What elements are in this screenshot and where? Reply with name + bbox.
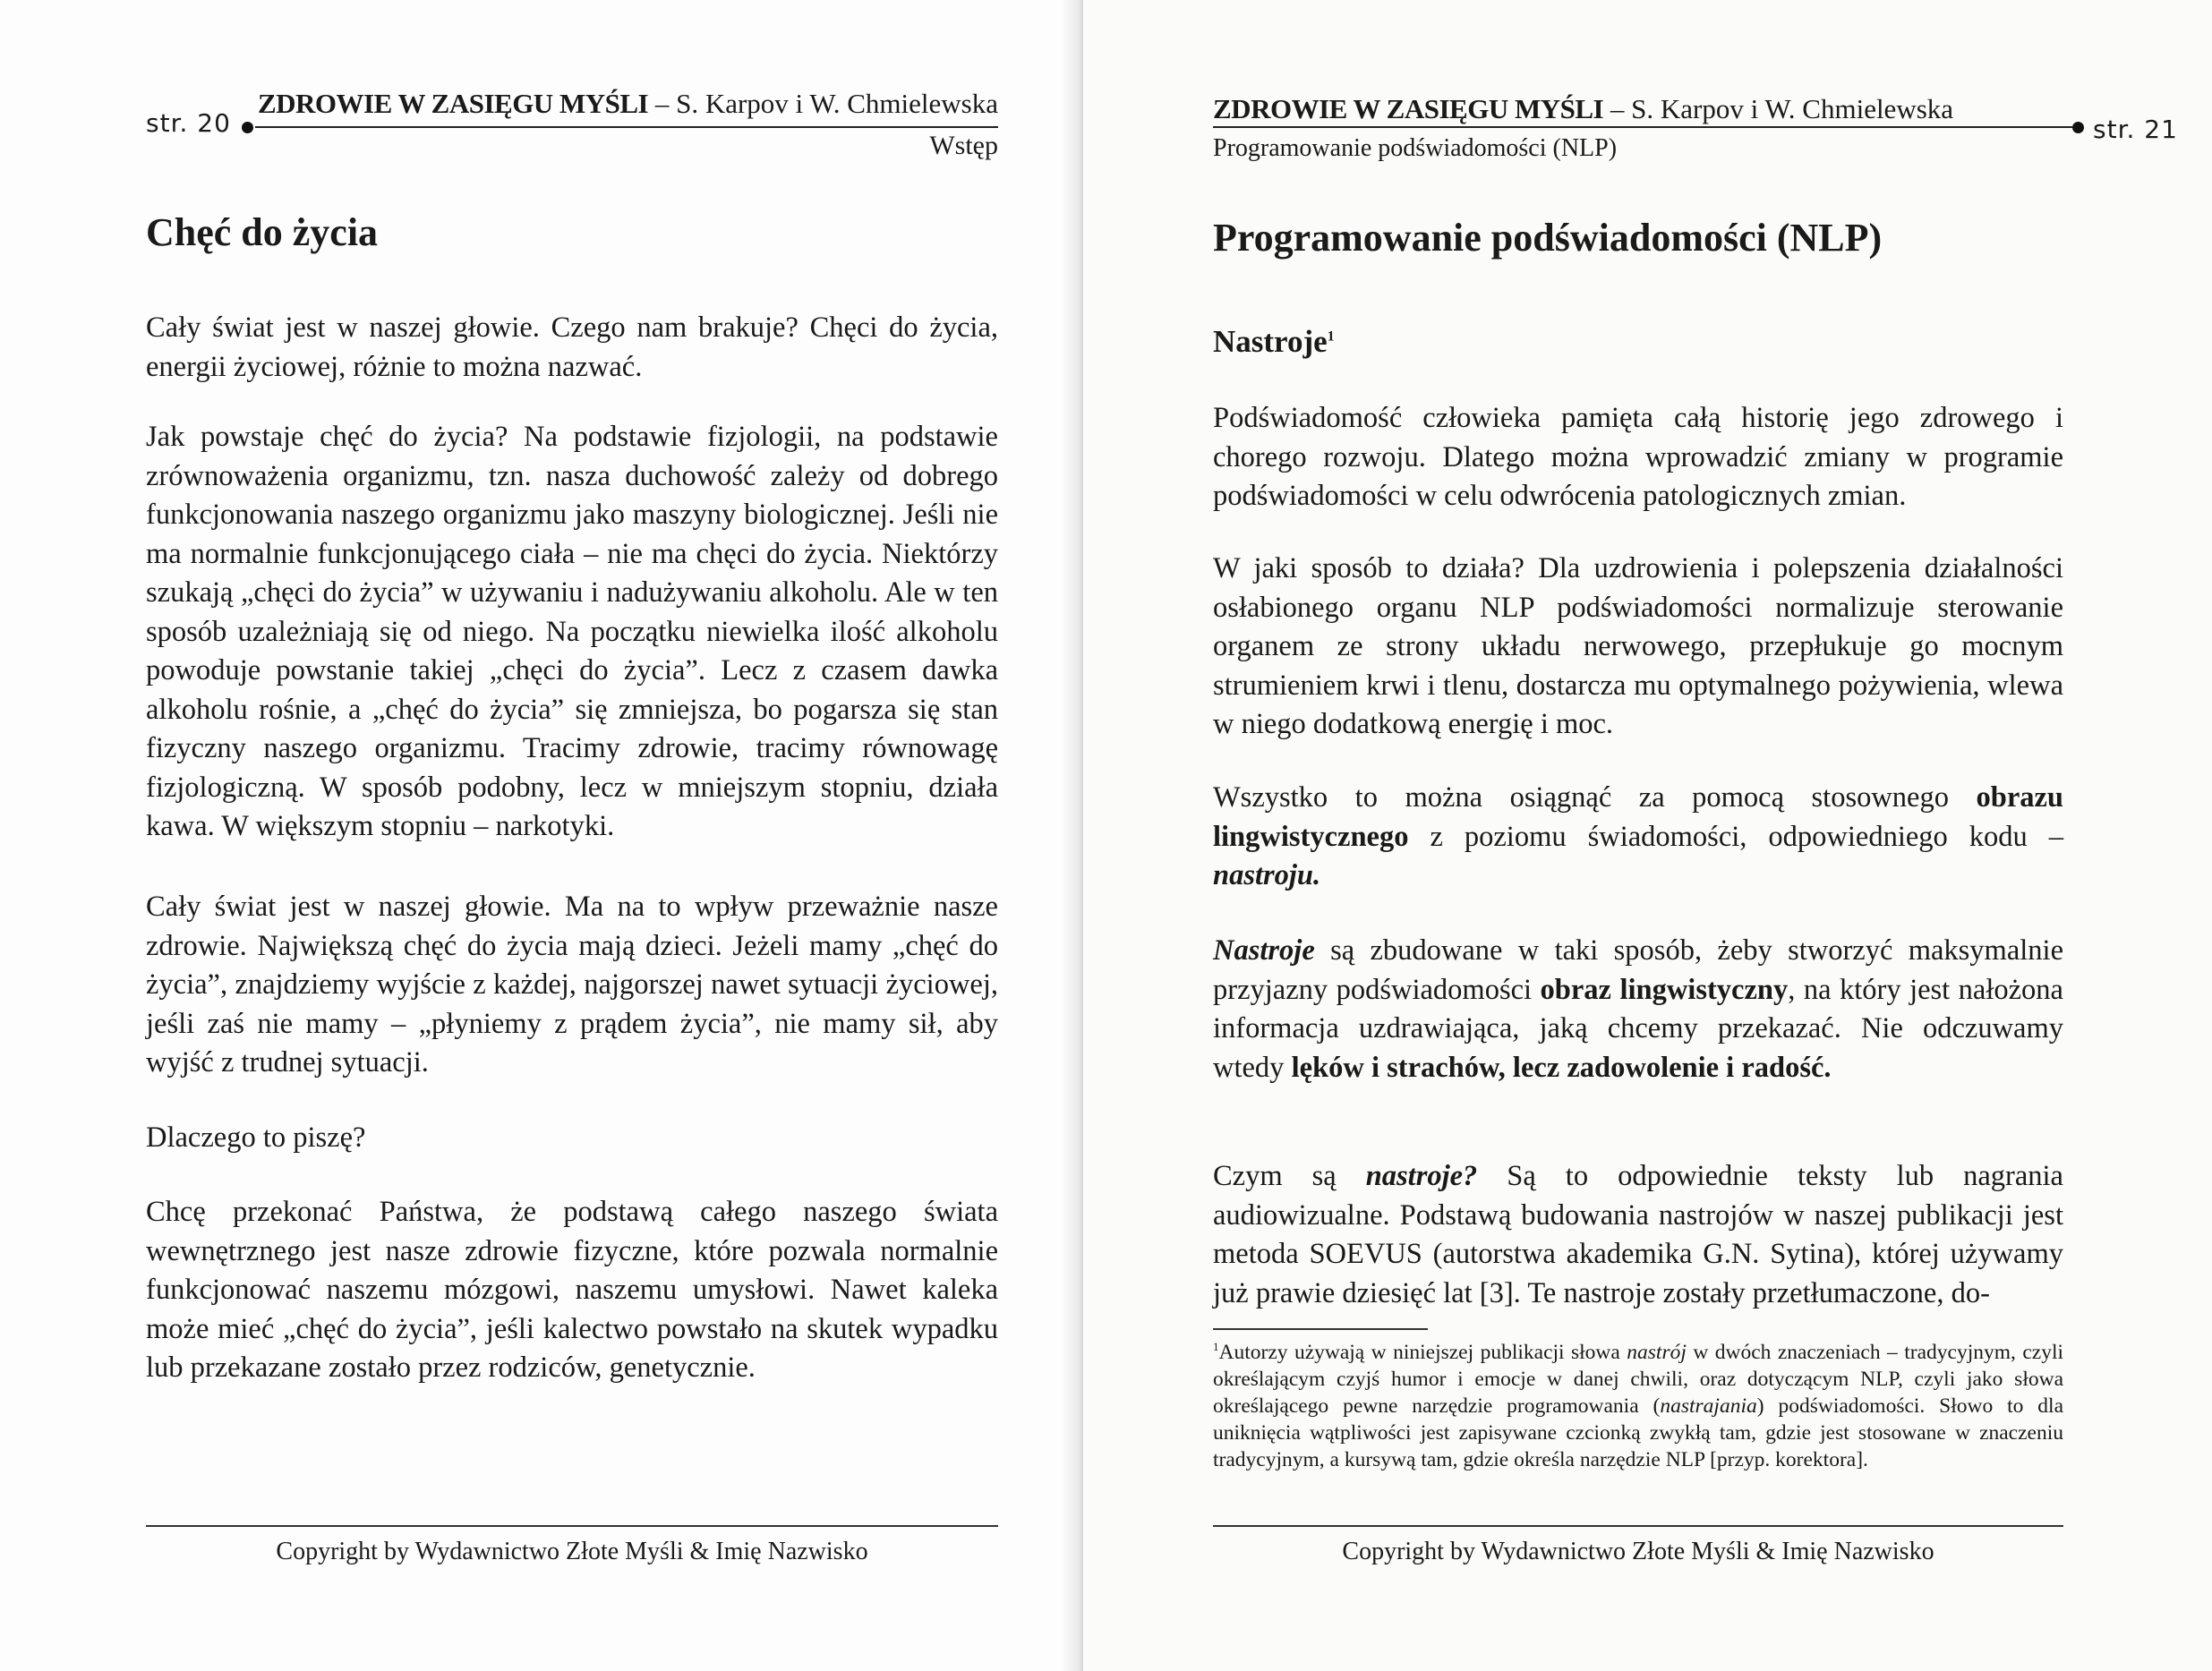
book-authors: – S. Karpov i W. Chmielewska xyxy=(648,88,998,119)
page-number: str. 21 xyxy=(2093,115,2178,144)
paragraph: Dlaczego to piszę? xyxy=(146,1121,366,1154)
footnote-rule xyxy=(1213,1328,1428,1330)
bullet-dot xyxy=(242,122,253,133)
running-head xyxy=(258,88,998,120)
italic-text: nastrój xyxy=(1627,1340,1687,1364)
bullet-dot xyxy=(2072,122,2084,133)
paragraph: Chcę przekonać Państwa, że podstawą całego naszego świata wewnętrznego jest nasze zdrowie fizyczne, które pozwala normalnie funkcjonować naszemu mózgowi, naszemu umysłowi. Nawet kaleka może mieć „chęć do życia”, jeśli kalectwo powstało na skutek wypadku lub przekazane zostało przez rodziców, genetycznie. xyxy=(146,1196,998,1384)
text-run: Wszystko to można osiągnąć za pomocą stosownego xyxy=(1213,781,1977,814)
copyright-notice: Copyright by Wydawnictwo Złote Myśli & Imię Nazwisko xyxy=(1342,1538,1934,1565)
copyright-notice: Copyright by Wydawnictwo Złote Myśli & Imię Nazwisko xyxy=(276,1538,868,1565)
running-head xyxy=(1213,93,1953,125)
text-run: Czym są xyxy=(1213,1160,1366,1192)
paragraph: Jak powstaje chęć do życia? Na podstawie fizjologii, na podstawie zrównoważenia organizmu, tzn. nasza duchowość zależy od dobrego funkcjonowania naszego organizmu jako maszyny biologicznej. Jeśli nie ma normalnie funkcjonującego ciała – nie ma chęci do życia. Niektórzy szukają „chęci do życia” w używaniu i nadużywaniu alkoholu. Ale w ten sposób uzależniają się od niego. Na początku niewielka ilość alkoholu powoduje powstanie takiej „chęci do życia”. Lecz z czasem dawka alkoholu rośnie, a „chęć do życia” się zmniejsza, bo pogarsza się stan fizyczny naszego organizmu. Tracimy zdrowie, tracimy równowagę fizjologiczną. W sposób podobny, lecz w mniejszym stopniu, działa kawa. W większym stopniu – narkotyki. xyxy=(146,421,998,842)
book-title: ZDROWIE W ZASIĘGU MYŚLI xyxy=(1213,93,1604,124)
page-number: str. 20 xyxy=(146,108,231,138)
section-label: Programowanie podświadomości (NLP) xyxy=(1213,134,1618,162)
text-run: w dwóch znaczeniach – tradycyjnym, czyli określającym czyjś humor i emocje w danej chwili, oraz dotyczącym NLP, czyli jako słowa określającego pewne narzędzie programowania ( xyxy=(1213,1340,2063,1418)
footer-rule xyxy=(1213,1525,2063,1527)
left-page xyxy=(0,0,1083,1671)
footer-rule xyxy=(146,1525,998,1527)
footnote-marker: 1 xyxy=(1327,328,1335,345)
text-run: Są to odpowiednie teksty lub nagrania audiowizualne. Podstawą budowania nastrojów w naszej publikacji jest metoda SOEVUS (autorstwa akademika G.N. Sytina), której używamy już prawie dziesięć lat [3]. Te nastroje zostały przetłumaczone, do- xyxy=(1213,1160,2063,1309)
paragraph: Cały świat jest w naszej głowie. Czego nam brakuje? Chęci do życia, energii życiowej, różnie to można nazwać. xyxy=(146,311,998,383)
bold-text: obrazu lingwistycznego xyxy=(1213,781,2063,853)
bold-text: obraz lingwistyczny xyxy=(1540,973,1789,1006)
bold-italic-text: nastroje? xyxy=(1365,1160,1478,1192)
paragraph xyxy=(1213,779,2063,896)
text-run: z poziomu świadomości, odpowiedniego kodu – xyxy=(1408,820,2063,853)
text-run: , na który jest nałożona informacja uzdrawiająca, jaką chcemy przekazać. Nie odczuwamy wtedy xyxy=(1213,973,2063,1084)
text-run: Autorzy używają w niniejszej publikacji słowa xyxy=(1218,1340,1627,1364)
header-rule xyxy=(1213,126,2072,128)
paragraph xyxy=(1213,932,2063,1087)
chapter-heading: Programowanie podświadomości (NLP) xyxy=(1213,216,1883,260)
paragraph xyxy=(1213,1157,2063,1313)
right-page xyxy=(1083,0,2212,1671)
book-authors: – S. Karpov i W. Chmielewska xyxy=(1603,93,1954,124)
chapter-heading: Chęć do życia xyxy=(146,210,379,254)
header-rule xyxy=(255,126,998,128)
bold-italic-text: nastroju. xyxy=(1213,859,1321,891)
text-run: są zbudowane w taki sposób, żeby stworzyć maksymalnie przyjazny podświadomości xyxy=(1213,934,2063,1006)
paragraph: Podświadomość człowieka pamięta całą historię jego zdrowego i chorego rozwoju. Dlatego można wprowadzić zmiany w programie podświadomości w celu odwrócenia patologicznych zmian. xyxy=(1213,402,2063,512)
book-title: ZDROWIE W ZASIĘGU MYŚLI xyxy=(257,88,649,119)
italic-text: nastrajania xyxy=(1660,1394,1757,1418)
subheading-text: Nastroje xyxy=(1213,324,1328,359)
paragraph: Cały świat jest w naszej głowie. Ma na to wpływ przeważnie nasze zdrowie. Największą chęć do życia mają dzieci. Jeżeli mamy „chęć do życia”, znajdziemy wyjście z każdej, najgorszej nawet sytuacji życiowej, jeśli zaś nie mamy – „płyniemy z prądem życia”, nie mamy sił, aby wyjść z trudnej sytuacji. xyxy=(146,891,998,1078)
section-label: Wstęp xyxy=(929,131,998,160)
bold-text: lęków i strachów, lecz zadowolenie i radość. xyxy=(1291,1051,1832,1084)
subheading xyxy=(1213,324,1335,360)
bold-italic-text: Nastroje xyxy=(1213,934,1315,967)
paragraph: W jaki sposób to działa? Dla uzdrowienia i polepszenia działalności osłabionego organu NLP podświadomości normalizuje sterowanie organem ze strony układu nerwowego, przepłukuje go mocnym strumieniem krwi i tlenu, dostarcza mu optymalnego pożywienia, wlewa w niego dodatkową energię i moc. xyxy=(1213,552,2063,740)
text-run: ) podświadomości. Słowo to dla uniknięcia wątpliwości jest zapisywane czcionką zwykłą tam, gdzie jest stosowane w znaczeniu tradycyjnym, a kursywą tam, gdzie określa narzędzie NLP [przyp. korektora]. xyxy=(1213,1394,2063,1471)
footnote xyxy=(1213,1334,2063,1473)
footnote-marker: 1 xyxy=(1213,1340,1219,1353)
